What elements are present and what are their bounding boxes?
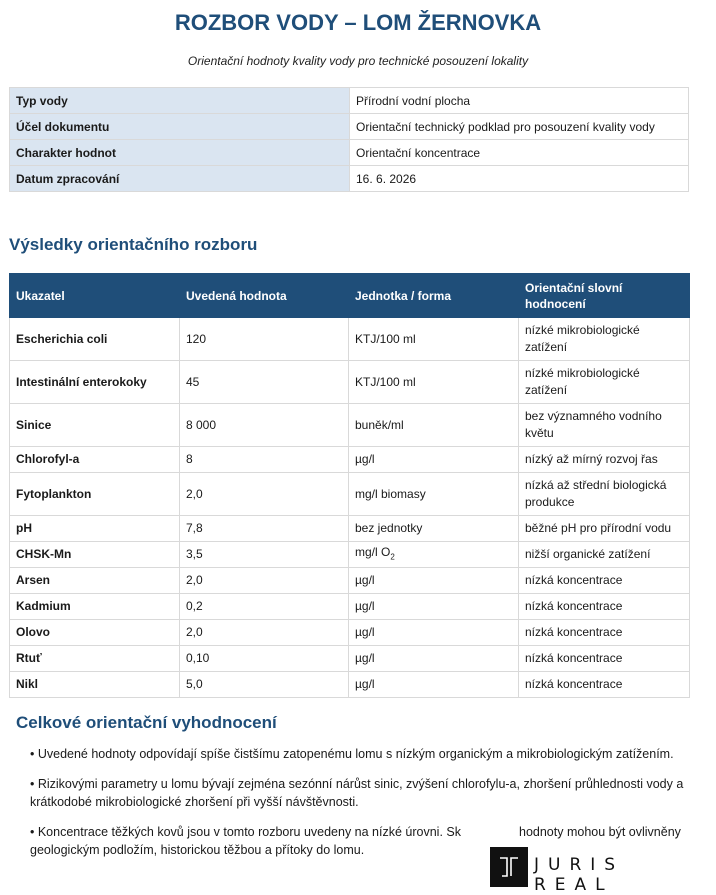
- column-header: Ukazatel: [10, 274, 180, 318]
- info-value: Orientační koncentrace: [350, 140, 689, 166]
- info-value: Orientační technický podklad pro posouzení kvality vody: [350, 114, 689, 140]
- indicator-name: CHSK-Mn: [10, 542, 180, 568]
- table-row: [10, 404, 690, 447]
- indicator-unit: µg/l: [349, 447, 519, 473]
- indicator-value: 0,2: [180, 594, 349, 620]
- indicator-unit: µg/l: [349, 672, 519, 698]
- info-label: Účel dokumentu: [10, 114, 350, 140]
- info-row: [10, 140, 689, 166]
- list-item-text: • Koncentrace těžkých kovů jsou v tomto rozboru uvedeny na nízké úrovni. Sk: [30, 825, 461, 839]
- indicator-name: Nikl: [10, 672, 180, 698]
- table-row: [10, 516, 690, 542]
- list-item: • Rizikovými parametry u lomu bývají zejména sezónní nárůst sinic, zvýšení chlorofylu-a, zhoršení průhlednosti vody a krátkodobé mikrobiologické zhoršení při vyšší návštěvnosti.: [30, 777, 684, 809]
- list-item: • Uvedené hodnoty odpovídají spíše čistšímu zatopenému lomu s nízkým organickým a mikrobiologickým zatížením.: [30, 747, 674, 761]
- table-row: [10, 542, 690, 568]
- indicator-value: 2,0: [180, 473, 349, 516]
- indicator-rating: nízký až mírný rozvoj řas: [519, 447, 690, 473]
- logo-text: JURIS REAL: [534, 855, 625, 895]
- indicator-rating: nízká koncentrace: [519, 672, 690, 698]
- indicator-name: Arsen: [10, 568, 180, 594]
- logo-mark-icon: [490, 847, 528, 887]
- indicator-rating: nízká koncentrace: [519, 568, 690, 594]
- indicator-rating: nízká koncentrace: [519, 594, 690, 620]
- juris-real-logo: [490, 847, 716, 895]
- table-row: [10, 672, 690, 698]
- unit-text: mg/l O: [355, 544, 391, 559]
- results-table: [9, 273, 690, 698]
- info-row: [10, 88, 689, 114]
- list-item-text: hodnoty mohou být ovlivněny geologickým podložím, historickou těžbou a přítoky do lomu.: [30, 825, 681, 857]
- table-row: [10, 594, 690, 620]
- unit-subscript: 2: [390, 552, 395, 562]
- info-label: Charakter hodnot: [10, 140, 350, 166]
- indicator-name: Kadmium: [10, 594, 180, 620]
- indicator-rating: nízká až střední biologická produkce: [519, 473, 690, 516]
- indicator-name: pH: [10, 516, 180, 542]
- indicator-unit: [349, 542, 519, 568]
- indicator-value: 0,10: [180, 646, 349, 672]
- indicator-value: 3,5: [180, 542, 349, 568]
- results-heading: Výsledky orientačního rozboru: [9, 235, 258, 254]
- indicator-unit: µg/l: [349, 620, 519, 646]
- indicator-unit: µg/l: [349, 568, 519, 594]
- indicator-unit: µg/l: [349, 646, 519, 672]
- indicator-rating: bez významného vodního květu: [519, 404, 690, 447]
- indicator-value: 2,0: [180, 620, 349, 646]
- table-row: [10, 620, 690, 646]
- indicator-value: 7,8: [180, 516, 349, 542]
- table-row: [10, 361, 690, 404]
- indicator-unit: KTJ/100 ml: [349, 318, 519, 361]
- info-label: Typ vody: [10, 88, 350, 114]
- info-value: 16. 6. 2026: [350, 166, 689, 192]
- indicator-value: 45: [180, 361, 349, 404]
- document-title: ROZBOR VODY – LOM ŽERNOVKA: [174, 10, 542, 35]
- indicator-unit: mg/l biomasy: [349, 473, 519, 516]
- table-row: [10, 473, 690, 516]
- indicator-value: 120: [180, 318, 349, 361]
- indicator-value: 2,0: [180, 568, 349, 594]
- table-row: [10, 447, 690, 473]
- indicator-name: Rtuť: [10, 646, 180, 672]
- indicator-rating: nízká koncentrace: [519, 646, 690, 672]
- info-table: [9, 87, 689, 192]
- indicator-unit: buněk/ml: [349, 404, 519, 447]
- indicator-name: Fytoplankton: [10, 473, 180, 516]
- column-header: Orientační slovní hodnocení: [519, 274, 690, 318]
- indicator-name: Olovo: [10, 620, 180, 646]
- info-row: [10, 114, 689, 140]
- column-header: Uvedená hodnota: [180, 274, 349, 318]
- indicator-value: 5,0: [180, 672, 349, 698]
- indicator-name: Intestinální enterokoky: [10, 361, 180, 404]
- indicator-name: Escherichia coli: [10, 318, 180, 361]
- column-header: Jednotka / forma: [349, 274, 519, 318]
- indicator-unit: bez jednotky: [349, 516, 519, 542]
- indicator-unit: µg/l: [349, 594, 519, 620]
- results-header-row: [10, 274, 690, 318]
- evaluation-heading: Celkové orientační vyhodnocení: [16, 713, 277, 732]
- indicator-unit: KTJ/100 ml: [349, 361, 519, 404]
- indicator-value: 8 000: [180, 404, 349, 447]
- indicator-rating: nižší organické zatížení: [519, 542, 690, 568]
- indicator-rating: běžné pH pro přírodní vodu: [519, 516, 690, 542]
- indicator-rating: nízké mikrobiologické zatížení: [519, 361, 690, 404]
- indicator-rating: nízká koncentrace: [519, 620, 690, 646]
- document-subtitle: Orientační hodnoty kvality vody pro technické posouzení lokality: [187, 54, 529, 68]
- info-label: Datum zpracování: [10, 166, 350, 192]
- indicator-name: Sinice: [10, 404, 180, 447]
- indicator-name: Chlorofyl-a: [10, 447, 180, 473]
- indicator-rating: nízké mikrobiologické zatížení: [519, 318, 690, 361]
- info-row: [10, 166, 689, 192]
- table-row: [10, 646, 690, 672]
- table-row: [10, 318, 690, 361]
- table-row: [10, 568, 690, 594]
- indicator-value: 8: [180, 447, 349, 473]
- info-value: Přírodní vodní plocha: [350, 88, 689, 114]
